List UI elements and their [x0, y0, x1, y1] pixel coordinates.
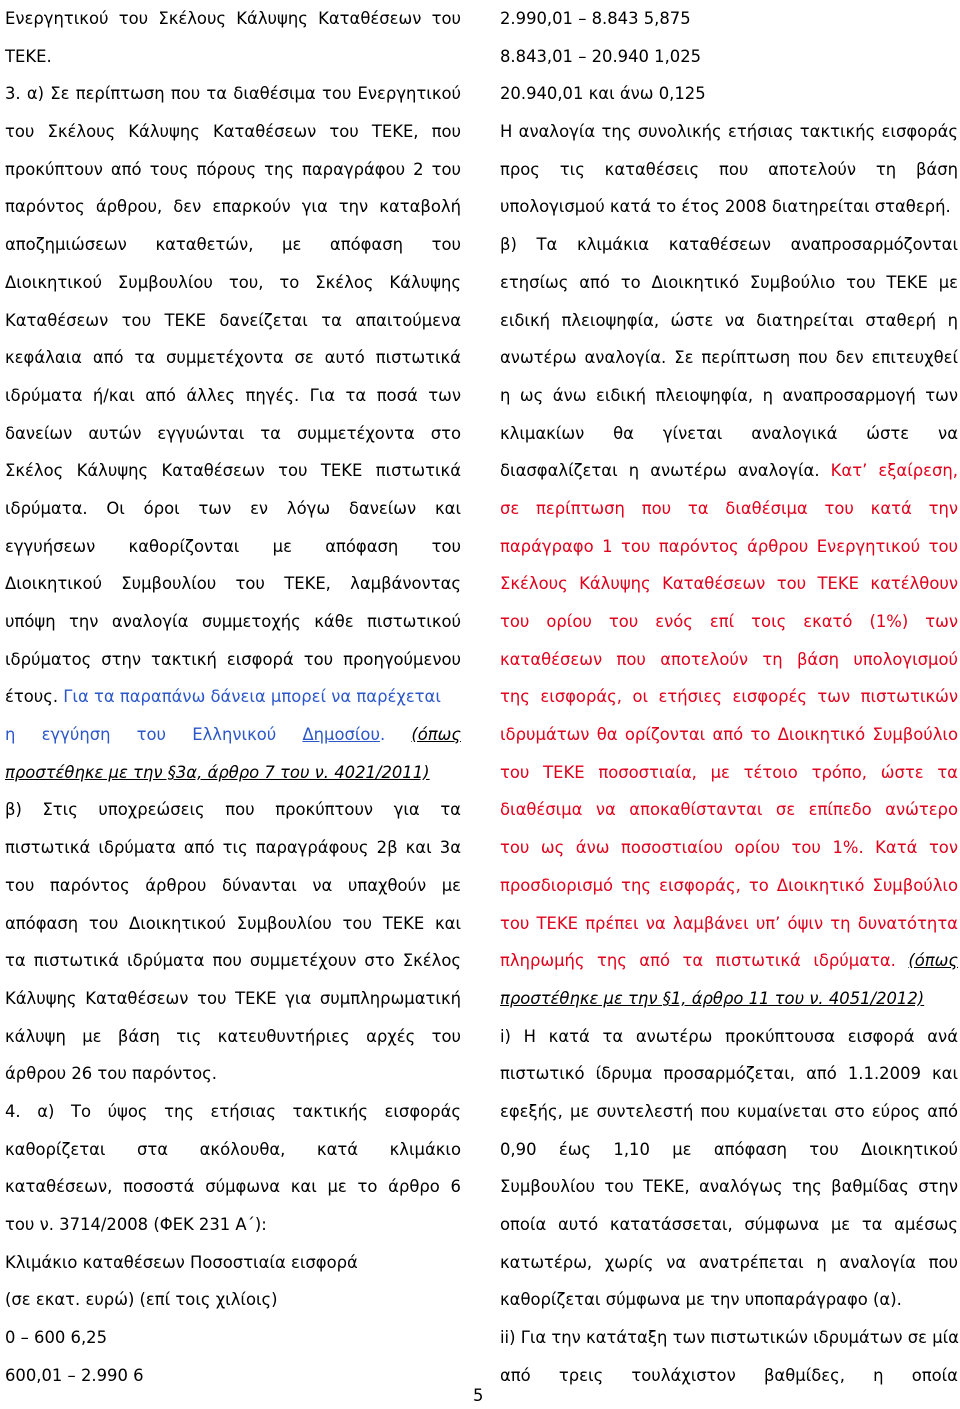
- text-line: [500, 188, 958, 226]
- text-segment: Η αναλογία της συνολικής ετήσιας τακτικής εισφοράς: [500, 122, 958, 142]
- text-line: [5, 1319, 461, 1357]
- text-segment: 4. α) Το ύψος της ετήσιας τακτικής εισφοράς: [5, 1101, 461, 1121]
- text-segment: καθορίζεται στα ακόλουθα, κατά κλιμάκιο: [5, 1139, 461, 1159]
- text-segment: 0,90 έως 1,10 με απόφαση του Διοικητικού: [500, 1139, 958, 1159]
- text-segment: από τρεις τουλάχιστον βαθμίδες, η οποία: [500, 1365, 958, 1385]
- text-line: [500, 603, 958, 641]
- page-number: 5: [473, 1386, 484, 1405]
- text-segment: υπόψη την αναλογία συμμετοχής κάθε πιστωτικού: [5, 612, 461, 631]
- text-segment: υπολογισμού κατά το έτος 2008 διατηρείται σταθερή.: [500, 197, 951, 217]
- text-line: [5, 226, 461, 264]
- text-line: [5, 151, 461, 189]
- text-line: [500, 528, 958, 566]
- text-line: [5, 905, 461, 943]
- text-line: [5, 942, 461, 980]
- text-segment: του Σκέλους Κάλυψης Καταθέσεων του ΤΕΚΕ, που: [5, 122, 461, 142]
- text-segment: αποζημιώσεων καταθετών, με απόφαση του: [5, 235, 461, 255]
- text-line: [5, 603, 461, 641]
- text-segment: οποία αυτό κατατάσσεται, σύμφωνα με τα αμέσως: [500, 1215, 958, 1234]
- text-line: [500, 565, 958, 603]
- text-line: [5, 1018, 461, 1056]
- text-segment: i) Η κατά τα ανωτέρω προκύπτουσα εισφορά ανά: [500, 1026, 958, 1046]
- text-segment: Καταθέσεων του ΤΕΚΕ δανείζεται τα απαιτούμενα: [5, 310, 461, 330]
- text-segment: προσδιορισμό της εισφοράς, το Διοικητικό Συμβούλιο: [500, 875, 958, 895]
- text-segment: ιδρύματα. Οι όροι των εν λόγω δανείων και: [5, 498, 461, 518]
- text-segment: προκύπτουν από τους πόρους της παραγράφου 2 του: [5, 159, 461, 179]
- text-line: [5, 1206, 461, 1244]
- text-line: [500, 716, 958, 754]
- text-line: [5, 452, 461, 490]
- text-segment: πληρωμής της από τα πιστωτικά ιδρύματα.: [500, 951, 909, 971]
- text-segment: ΤΕΚΕ.: [5, 46, 52, 66]
- text-line: [500, 1281, 958, 1319]
- left-column: [5, 0, 461, 1394]
- text-line: [500, 1319, 958, 1357]
- text-line: [500, 905, 958, 943]
- text-segment: (όπως: [908, 951, 958, 971]
- text-segment: παράγραφο 1 του παρόντος άρθρου Ενεργητικού του: [500, 536, 958, 556]
- text-segment: άρθρου 26 του παρόντος.: [5, 1064, 218, 1084]
- text-line: [500, 264, 958, 302]
- text-segment: κλιμακίων θα γίνεται αναλογικά ώστε να: [500, 423, 958, 443]
- text-line: [500, 490, 958, 528]
- text-line: [500, 38, 958, 76]
- text-line: [5, 1357, 461, 1395]
- text-line: [5, 1131, 461, 1169]
- text-segment: έτους.: [5, 687, 64, 707]
- text-line: [5, 1055, 461, 1093]
- text-segment: κάλυψη με βάση τις κατευθυντήριες αρχές του: [5, 1026, 461, 1046]
- text-line: [500, 1244, 958, 1282]
- text-segment: του παρόντος άρθρου δύνανται να υπαχθούν με: [5, 875, 461, 895]
- text-segment: καθορίζεται σύμφωνα με την υποπαράγραφο (α).: [500, 1290, 902, 1310]
- text-segment: εγγυήσεων καθορίζονται με απόφαση του: [5, 536, 461, 556]
- text-line: [500, 113, 958, 151]
- text-segment: 8.843,01 – 20.940 1,025: [500, 46, 702, 66]
- text-line: [5, 0, 461, 38]
- text-segment: Δημοσίου: [302, 725, 380, 745]
- text-line: [5, 75, 461, 113]
- text-segment: του ως άνω ποσοστιαίου ορίου του 1%. Κατά τον: [500, 838, 958, 858]
- text-segment: σε περίπτωση που τα διαθέσιμα του κατά την: [500, 498, 958, 518]
- text-segment: ειδική πλειοψηφία, ώστε να διατηρείται σταθερή η: [500, 310, 958, 330]
- text-segment: προστέθηκε με την §3α, άρθρο 7 του ν. 4021/2011): [5, 762, 430, 782]
- text-segment: η εγγύηση του Ελληνικού: [5, 725, 303, 745]
- text-line: [5, 339, 461, 377]
- text-segment: καταθέσεων που αποτελούν τη βάση υπολογισμού: [500, 649, 958, 669]
- text-segment: του ΤΕΚΕ ποσοστιαία, με τέτοιο τρόπο, ώστε τα: [500, 762, 958, 782]
- text-segment: Για τα παραπάνω δάνεια μπορεί να παρέχεται: [63, 687, 441, 707]
- text-segment: (όπως: [411, 725, 461, 745]
- text-line: [5, 38, 461, 76]
- text-line: [5, 377, 461, 415]
- text-line: [500, 678, 958, 716]
- text-line: [500, 867, 958, 905]
- text-line: [500, 377, 958, 415]
- text-line: [5, 716, 461, 754]
- text-segment: ετησίως από το Διοικητικό Συμβούλιο του ΤΕΚΕ με: [500, 272, 958, 292]
- text-line: [500, 302, 958, 340]
- text-line: [500, 1357, 958, 1395]
- text-segment: (σε εκατ. ευρώ) (επί τοις χιλίοις): [5, 1290, 278, 1310]
- text-line: [500, 226, 958, 264]
- text-line: [5, 678, 461, 716]
- text-segment: β) Στις υποχρεώσεις που προκύπτουν για τα: [5, 800, 461, 820]
- text-segment: 0 – 600 6,25: [5, 1328, 108, 1348]
- text-segment: καταθέσεων, ποσοστά σύμφωνα και με το άρθρο 6: [5, 1177, 461, 1197]
- text-segment: παρόντος άρθρου, δεν επαρκούν για την καταβολή: [5, 197, 461, 217]
- text-line: [500, 1055, 958, 1093]
- text-segment: 20.940,01 και άνω 0,125: [500, 84, 706, 104]
- text-line: [5, 867, 461, 905]
- text-line: [5, 490, 461, 528]
- text-line: [500, 151, 958, 189]
- text-segment: Κάλυψης Καταθέσεων του ΤΕΚΕ για συμπληρωματική: [5, 988, 461, 1008]
- text-line: [500, 75, 958, 113]
- text-line: [500, 754, 958, 792]
- text-line: [500, 1206, 958, 1244]
- text-line: [5, 415, 461, 453]
- text-line: [500, 339, 958, 377]
- text-segment: 3. α) Σε περίπτωση που τα διαθέσιμα του Ενεργητικού: [5, 84, 461, 104]
- text-segment: του ΤΕΚΕ πρέπει να λαμβάνει υπ’ όψιν τη δυνατότητα: [500, 913, 958, 933]
- text-line: [500, 980, 958, 1018]
- text-segment: Σκέλους Κάλυψης Καταθέσεων του ΤΕΚΕ κατέλθουν: [500, 574, 958, 594]
- text-line: [500, 829, 958, 867]
- text-segment: 2.990,01 – 8.843 5,875: [500, 9, 691, 28]
- text-line: [500, 0, 958, 38]
- text-line: [5, 1168, 461, 1206]
- text-segment: κεφάλαια από τα συμμετέχοντα σε αυτό πιστωτικά: [5, 348, 461, 368]
- right-column: [500, 0, 958, 1394]
- text-line: [5, 1093, 461, 1131]
- text-segment: εφεξής, με συντελεστή που κυμαίνεται στο εύρος από: [500, 1101, 958, 1121]
- text-segment: 600,01 – 2.990 6: [5, 1365, 144, 1385]
- text-line: [5, 302, 461, 340]
- text-line: [500, 1131, 958, 1169]
- text-line: [5, 188, 461, 226]
- text-segment: Διοικητικού Συμβουλίου του, το Σκέλος Κάλυψης: [5, 272, 461, 292]
- text-segment: Ενεργητικού του Σκέλους Κάλυψης Καταθέσεων του: [5, 9, 461, 28]
- text-segment: Διοικητικού Συμβουλίου του ΤΕΚΕ, λαμβάνοντας: [5, 574, 461, 594]
- text-segment: του ν. 3714/2008 (ΦΕΚ 231 Α΄):: [5, 1215, 267, 1234]
- text-line: [500, 415, 958, 453]
- text-line: [5, 641, 461, 679]
- text-segment: δανείων αυτών εγγυώνται τα συμμετέχοντα στο: [5, 423, 461, 443]
- text-segment: Κλιμάκιο καταθέσεων Ποσοστιαία εισφορά: [5, 1252, 358, 1272]
- text-segment: του ορίου του ενός επί τοις εκατό (1%) των: [500, 612, 958, 631]
- text-line: [500, 1168, 958, 1206]
- text-line: [5, 113, 461, 151]
- text-segment: απόφαση του Διοικητικού Συμβουλίου του ΤΕΚΕ και: [5, 913, 461, 933]
- text-segment: Κατ’ εξαίρεση,: [830, 461, 958, 481]
- text-line: [500, 1093, 958, 1131]
- text-segment: προστέθηκε με την §1, άρθρο 11 του ν. 4051/2012): [500, 988, 925, 1008]
- text-line: [500, 452, 958, 490]
- text-segment: β) Τα κλιμάκια καταθέσεων αναπροσαρμόζονται: [500, 235, 958, 255]
- text-segment: ιδρύματα ή/και από άλλες πηγές. Για τα ποσά των: [5, 385, 461, 405]
- text-segment: ιδρυμάτων θα ορίζονται από το Διοικητικό Συμβούλιο: [500, 725, 958, 745]
- text-segment: προς τις καταθέσεις που αποτελούν τη βάση: [500, 159, 958, 179]
- text-segment: η ως άνω ειδική πλειοψηφία, η αναπροσαρμογή των: [500, 385, 958, 405]
- text-segment: Σκέλος Κάλυψης Καταθέσεων του ΤΕΚΕ πιστωτικά: [5, 461, 461, 481]
- text-segment: πιστωτικά ιδρύματα από τις παραγράφους 2β και 3α: [5, 838, 461, 858]
- text-segment: τα πιστωτικά ιδρύματα που συμμετέχουν στο Σκέλος: [5, 951, 461, 971]
- text-segment: ανωτέρω αναλογία. Σε περίπτωση που δεν επιτευχθεί: [500, 348, 958, 368]
- text-line: [500, 1018, 958, 1056]
- text-line: [5, 1281, 461, 1319]
- text-line: [5, 264, 461, 302]
- text-segment: κατωτέρω, χωρίς να ανατρέπεται η αναλογία που: [500, 1252, 958, 1272]
- text-line: [5, 980, 461, 1018]
- text-segment: .: [379, 725, 412, 745]
- text-segment: ii) Για την κατάταξη των πιστωτικών ιδρυμάτων σε μία: [500, 1328, 959, 1348]
- text-segment: πιστωτικό ίδρυμα προσαρμόζεται, από 1.1.2009 και: [500, 1064, 958, 1084]
- text-segment: διασφαλίζεται η ανωτέρω αναλογία.: [500, 461, 831, 481]
- text-line: [5, 1244, 461, 1282]
- text-line: [5, 528, 461, 566]
- text-line: [5, 791, 461, 829]
- text-segment: ιδρύματος στην τακτική εισφορά του προηγούμενου: [5, 649, 461, 669]
- text-segment: διαθέσιμα να αποκαθίστανται σε επίπεδο ανώτερο: [500, 800, 958, 820]
- text-line: [500, 641, 958, 679]
- text-line: [500, 942, 958, 980]
- text-line: [5, 754, 461, 792]
- text-segment: Συμβουλίου του ΤΕΚΕ, αναλόγως της βαθμίδας στην: [500, 1177, 958, 1197]
- text-line: [500, 791, 958, 829]
- text-line: [5, 565, 461, 603]
- text-segment: της εισφοράς, οι ετήσιες εισφορές των πιστωτικών: [500, 687, 958, 707]
- text-line: [5, 829, 461, 867]
